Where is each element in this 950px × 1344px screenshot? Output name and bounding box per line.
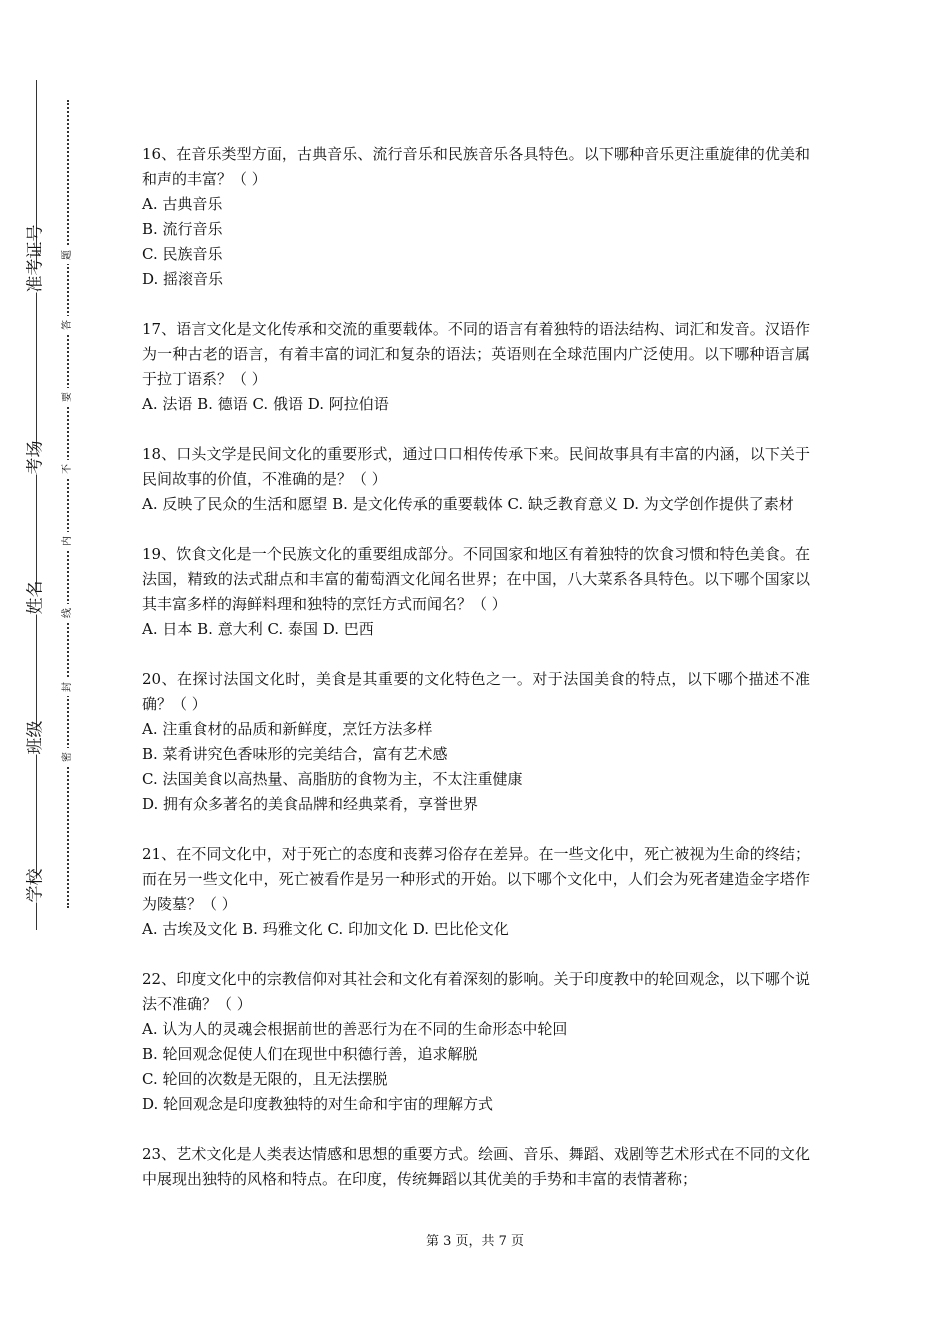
question-17: [142, 317, 810, 417]
option-b: B. 流行音乐: [142, 220, 223, 238]
seal-dotted-line: [67, 100, 69, 908]
question-text: 17、语言文化是文化传承和交流的重要载体。不同的语言有着独特的语法结构、词汇和发音。汉语作为一种古老的语言，有着丰富的词汇和复杂的语法；英语则在全球范围内广泛使用。以下哪种语言属于拉丁语系？（ ）: [142, 320, 810, 388]
question-19: [142, 542, 810, 642]
label-exam-id: 准考证号: [25, 224, 46, 293]
options-line: A. 法语 B. 德语 C. 俄语 D. 阿拉伯语: [142, 395, 389, 413]
option-c: C. 轮回的次数是无限的，且无法摆脱: [142, 1070, 388, 1088]
option-d: D. 轮回观念是印度教独特的对生命和宇宙的理解方式: [142, 1095, 494, 1113]
question-16: [142, 142, 810, 292]
seal-char-2: 答: [61, 316, 75, 334]
binding-margin: [0, 0, 110, 1344]
question-18: [142, 442, 810, 517]
seal-char-1: 题: [61, 246, 75, 264]
seal-char-3: 要: [61, 388, 75, 406]
label-class: 班级: [25, 720, 46, 755]
question-20: [142, 667, 810, 817]
option-a: A. 古典音乐: [142, 195, 223, 213]
seal-char-5: 内: [61, 532, 75, 550]
question-text: 19、饮食文化是一个民族文化的重要组成部分。不同国家和地区有着独特的饮食习惯和特色美食。在法国，精致的法式甜点和丰富的葡萄酒文化闻名世界；在中国，八大菜系各具特色。以下哪个国家以其丰富多样的海鲜料理和独特的烹饪方式而闻名？（ ）: [142, 545, 810, 613]
question-text: 16、在音乐类型方面，古典音乐、流行音乐和民族音乐各具特色。以下哪种音乐更注重旋律的优美和和声的丰富？（ ）: [142, 145, 810, 188]
question-text: 21、在不同文化中，对于死亡的态度和丧葬习俗存在差异。在一些文化中，死亡被视为生命的终结；而在另一些文化中，死亡被看作是另一种形式的开始。以下哪个文化中，人们会为死者建造金字塔作为陵墓？（ ）: [142, 845, 810, 913]
seal-char-4: 不: [61, 460, 75, 478]
question-text: 18、口头文学是民间文化的重要形式，通过口口相传传承下来。民间故事具有丰富的内涵，以下关于民间故事的价值，不准确的是？（ ）: [142, 445, 810, 488]
label-school: 学校: [25, 868, 46, 903]
option-d: D. 拥有众多著名的美食品牌和经典菜肴，享誉世界: [142, 795, 479, 813]
options-line: A. 反映了民众的生活和愿望 B. 是文化传承的重要载体 C. 缺乏教育意义 D. 为文学创作提供了素材: [142, 495, 794, 513]
question-text: 23、艺术文化是人类表达情感和思想的重要方式。绘画、音乐、舞蹈、戏剧等艺术形式在不同的文化中展现出独特的风格和特点。在印度，传统舞蹈以其优美的手势和丰富的表情著称；: [142, 1145, 810, 1188]
option-b: B. 轮回观念促使人们在现世中积德行善，追求解脱: [142, 1045, 478, 1063]
option-a: A. 注重食材的品质和新鲜度，烹饪方法多样: [142, 720, 433, 738]
question-list: [142, 142, 810, 1217]
option-a: A. 认为人的灵魂会根据前世的善恶行为在不同的生命形态中轮回: [142, 1020, 568, 1038]
binding-solid-line: [36, 80, 37, 930]
question-text: 20、在探讨法国文化时，美食是其重要的文化特色之一。对于法国美食的特点，以下哪个描述不准确？（ ）: [142, 670, 810, 713]
option-c: C. 民族音乐: [142, 245, 223, 263]
question-text: 22、印度文化中的宗教信仰对其社会和文化有着深刻的影响。关于印度教中的轮回观念，以下哪个说法不准确？（ ）: [142, 970, 810, 1013]
page-number: 第 3 页，共 7 页: [425, 1234, 525, 1249]
option-d: D. 摇滚音乐: [142, 270, 224, 288]
seal-char-8: 密: [61, 748, 75, 766]
label-name: 姓名: [25, 580, 46, 615]
options-line: A. 日本 B. 意大利 C. 泰国 D. 巴西: [142, 620, 374, 638]
option-c: C. 法国美食以高热量、高脂肪的食物为主，不太注重健康: [142, 770, 523, 788]
option-b: B. 菜肴讲究色香味形的完美结合，富有艺术感: [142, 745, 448, 763]
seal-char-7: 封: [61, 678, 75, 696]
label-exam-room: 考场: [25, 440, 46, 475]
question-22: [142, 967, 810, 1117]
seal-char-6: 线: [61, 604, 75, 622]
options-line: A. 古埃及文化 B. 玛雅文化 C. 印加文化 D. 巴比伦文化: [142, 920, 509, 938]
question-23: [142, 1142, 810, 1192]
question-21: [142, 842, 810, 942]
